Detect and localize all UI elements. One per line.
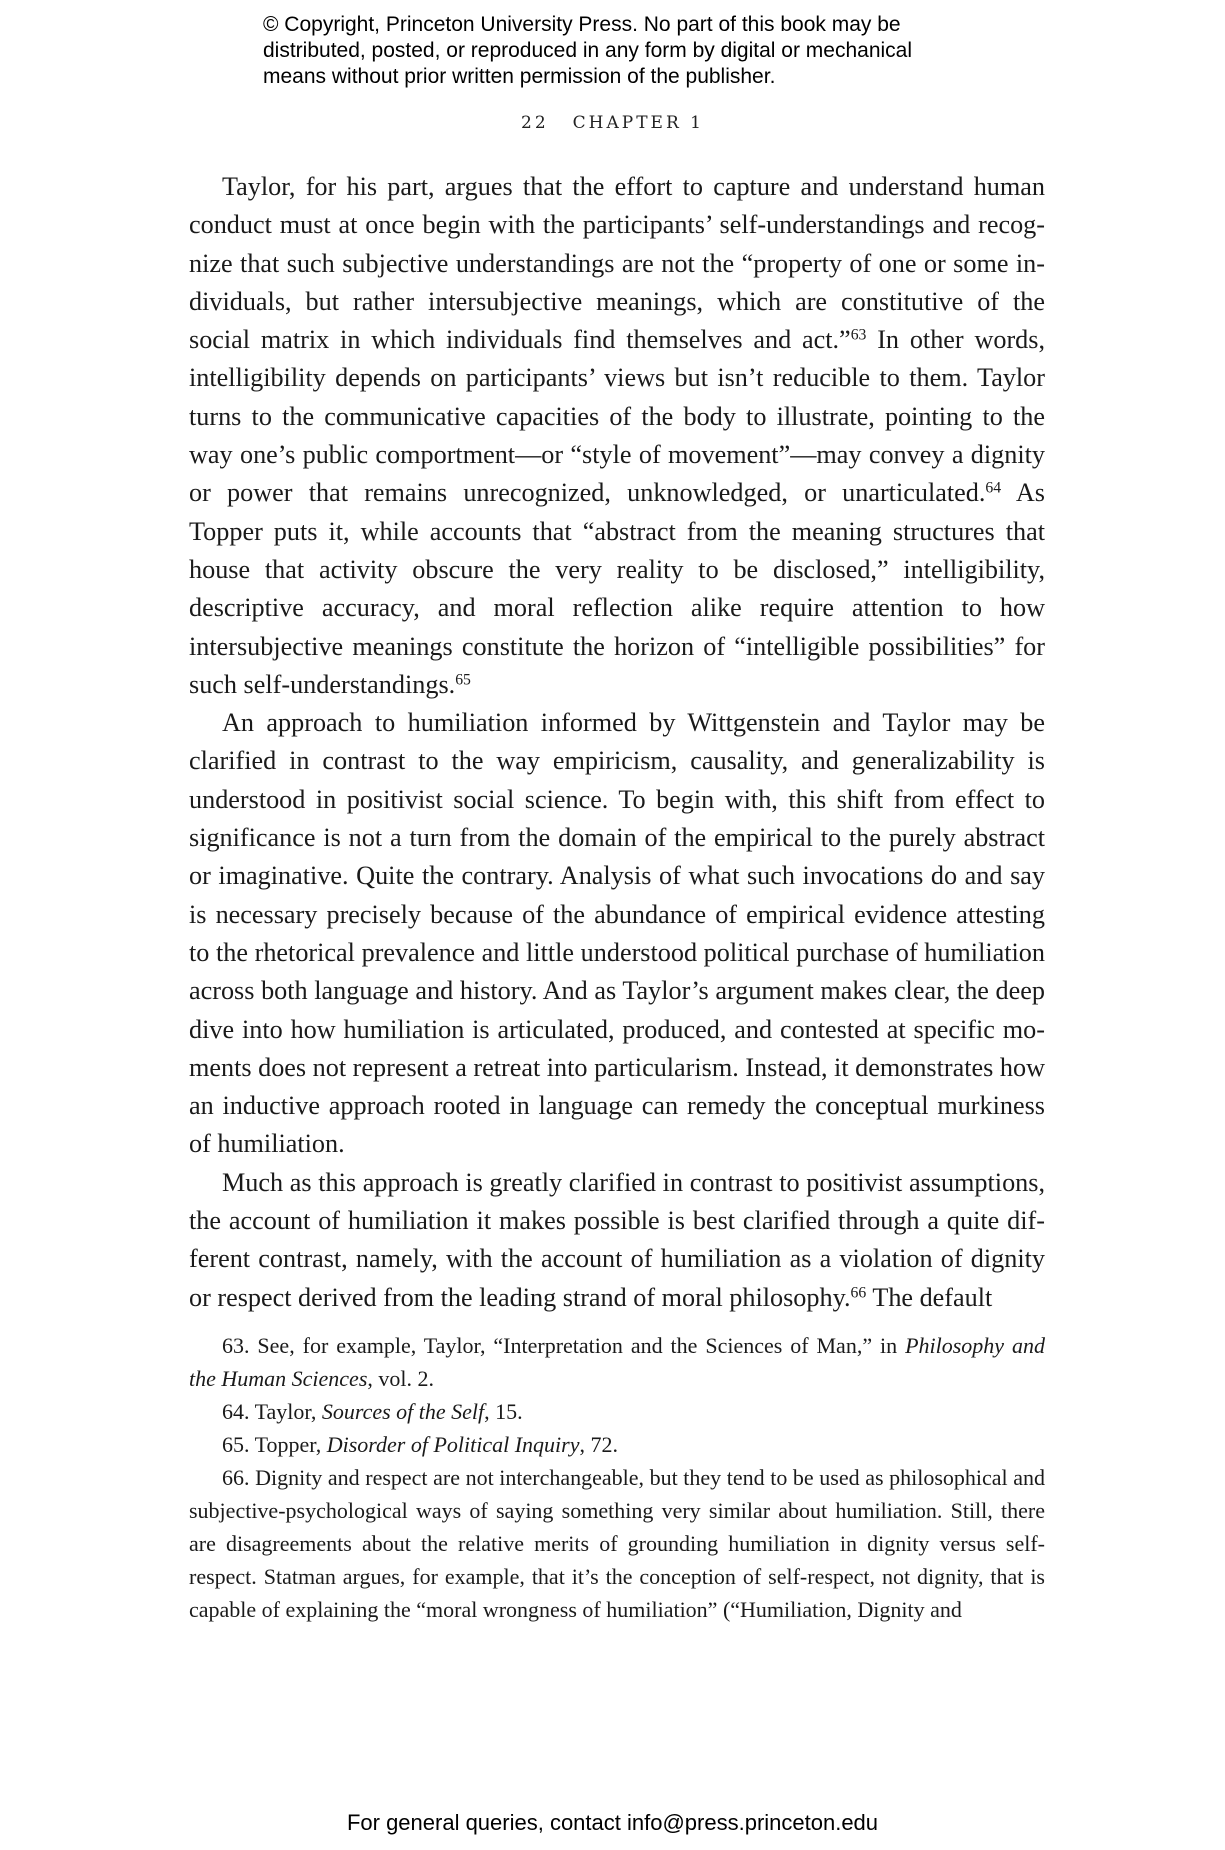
footnote	[189, 1329, 1045, 1395]
main-text	[189, 168, 1045, 1317]
footnote-ref: 64	[985, 479, 1002, 497]
running-head	[0, 113, 1225, 133]
page-number: 22	[521, 113, 549, 133]
footnote-text: , vol. 2.	[367, 1366, 435, 1391]
copyright-line: means without prior written permission of the publisher.	[263, 65, 776, 88]
footnote-text: 64. Taylor,	[222, 1399, 322, 1424]
footnote-text: , 15.	[484, 1399, 523, 1424]
copyright-notice	[263, 12, 983, 90]
contact-footer: For general queries, contact info@press.princeton.edu	[346, 1810, 879, 1835]
paragraph	[189, 704, 1045, 1164]
footnote-ref: 65	[455, 671, 471, 689]
paragraph-text: In other words, intelligibility depends on participants’ views but isn’t reducible to them. Taylor turns to the communicative capacities of the body to illustrate, pointing to the way one’s public comportment—or “style of movement”—may convey a dignity or power that remains unrecognized, unknowledged, or unarticulated.	[189, 325, 1045, 508]
paragraph-text: The default	[866, 1282, 993, 1312]
cited-title: Philosophy and the Human Sciences	[189, 1333, 1045, 1391]
footnote-text: 66. Dignity and respect are not interchangeable, but they tend to be used as philosophical and subjective-psychological ways of saying something very similar about humiliation. Still, there are disagreements about the relative merits of grounding humiliation in dignity versus self-respect. Statman argues, for example, that it’s the conception of self-respect, not dignity, that is capable of explaining the “moral wrongness of humiliation” (“Humiliation, Dignity and	[189, 1465, 1045, 1622]
paragraph-text: An approach to humiliation informed by Wittgenstein and Taylor may be clarified in contrast to the way empiricism, causality, and generalizability is understood in positivist social science. To begin with, this shift from effect to significance is not a turn from the domain of the empirical to the purely abstract or imaginative. Quite the contrary. Analysis of what such invocations do and say is necessary precisely because of the abundance of empirical evidence attesting to the rhetorical prevalence and little understood political purchase of humiliation across both language and history. And as Taylor’s argument makes clear, the deep dive into how humiliation is articulated, produced, and contested at specific moments does not represent a retreat into particularism. Instead, it demonstrates how an inductive approach rooted in language can remedy the conceptual murkiness of humiliation.	[189, 708, 1045, 1159]
paragraph-text: Much as this approach is greatly clarified in contrast to positivist assumptions, the account of humiliation it makes possible is best clarified through a quite different contrast, namely, with the account of humiliation as a violation of dignity or respect derived from the leading strand of moral philosophy.	[189, 1167, 1045, 1312]
footnotes	[189, 1329, 1045, 1626]
footnote-text: , 72.	[579, 1432, 618, 1457]
paragraph	[189, 168, 1045, 704]
footnote	[189, 1395, 1045, 1428]
paragraph-text: Taylor, for his part, argues that the effort to capture and understand human conduct must at once begin with the participants’ self-understandings and recognize that such subjective understandings are not the “property of one or some individuals, but rather intersubjective meanings, which are constitutive of the social matrix in which individuals find themselves and act.”	[189, 172, 1045, 355]
footnote-ref: 66	[850, 1283, 867, 1301]
footnote	[189, 1461, 1045, 1626]
footnote-text: 63. See, for example, Taylor, “Interpretation and the Sciences of Man,” in	[222, 1333, 906, 1358]
cited-title: Disorder of Political Inquiry	[326, 1432, 580, 1457]
footnote-ref: 63	[850, 326, 867, 344]
footnote	[189, 1428, 1045, 1461]
paragraph-text: As Topper puts it, while accounts that “abstract from the meaning structures that house that activity obscure the very reality to be disclosed,” intelligibility, descriptive accuracy, and moral reflection alike require attention to how intersubjective meanings constitute the horizon of “intelligible possibilities” for such self-understandings.	[189, 478, 1045, 699]
copyright-line: distributed, posted, or reproduced in any form by digital or mechanical	[263, 39, 913, 62]
cited-title: Sources of the Self	[321, 1399, 485, 1424]
chapter-label: CHAPTER 1	[572, 113, 704, 133]
copyright-line: © Copyright, Princeton University Press. No part of this book may be	[263, 13, 901, 36]
paragraph	[189, 1164, 1045, 1317]
footnote-text: 65. Topper,	[222, 1432, 327, 1457]
